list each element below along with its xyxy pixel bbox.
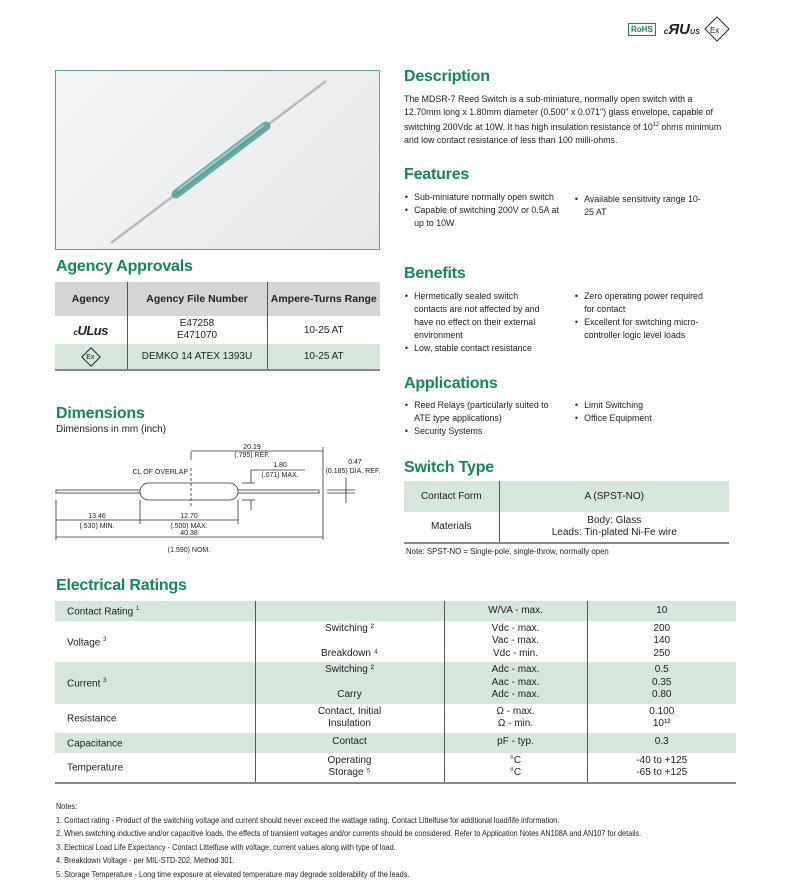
features-heading: Features [404,166,470,183]
unit-cell: Adc - max. Aac - max. Adc - max. [444,662,587,704]
table-row [55,601,736,621]
table-row [55,753,736,783]
svg-text:(.795) REF.: (.795) REF. [234,452,270,459]
table-row: Materials Body: Glass Leads: Tin-plated Ni-Fe wire [404,512,729,543]
value-cell: 10 [587,601,736,621]
svg-text:(1.590) NOM.: (1.590) NOM. [167,547,211,554]
svg-text:(.500) MAX.: (.500) MAX. [170,523,208,530]
rohs-logo: RoHS [628,23,656,36]
unit-cell: W/VA - max. [444,601,587,621]
product-photo [55,70,380,250]
cond-cell: Switching ² Breakdown ⁴ [255,621,444,663]
value-cell: 0.3 [587,733,736,753]
svg-text:(0.185) DIA. REF.: (0.185) DIA. REF. [325,468,381,475]
svg-text:(.530) MIN.: (.530) MIN. [79,523,115,530]
table-row [55,733,736,753]
table-row [55,662,736,704]
certification-logos [628,20,726,38]
benefit-item: • Excellent for switching micro-controller logic level loads [574,316,712,342]
table-row: Contact Form A (SPST-NO) [404,481,729,512]
note-item: 1. Contact rating - Product of the switching voltage and current should never exceed the wattage rating. Contact Littelfuse for additional load/life information. [56,814,560,825]
ex-logo: Ex [81,347,101,367]
svg-text:40.38: 40.38 [180,530,198,537]
param-cell: Current $^3$ [55,662,255,704]
dimensions-drawing [55,440,385,555]
table-row: Ex DEMKO 14 ATEX 1393U 10-25 AT [55,344,380,370]
unit-cell: pF - typ. [444,733,587,753]
dim-overlap: CL OF OVERLAP [132,469,188,476]
param-cell: Voltage $^3$ [67,636,107,648]
table-header: Agency Agency File Number Ampere-Turns Range [55,282,380,316]
electrical-ratings-table [55,601,736,784]
feature-item: • Capable of switching 200V or 0.5A at up to 10W [404,204,560,230]
svg-text:12.70: 12.70 [180,513,198,520]
cond-cell: Operating Storage ⁵ [255,753,444,783]
benefits-list-1 [404,290,551,355]
param-cell: Temperature [67,762,124,774]
notes-title: Notes: [56,801,78,811]
unit-cell: °C °C [444,753,587,783]
value-cell: 200 140 250 [587,621,736,663]
table-row [55,621,736,663]
unit-cell: Ω - max. Ω - min. [444,704,587,733]
svg-text:0.47: 0.47 [348,459,362,466]
cond-cell: Switching ² Carry [255,662,444,704]
feature-item: • Available sensitivity range 10-25 AT [574,193,703,219]
benefit-item: • Low, stable contact resistance [404,342,551,355]
benefits-list-2 [574,290,712,342]
benefit-item: • Zero operating power required for contact [574,290,712,316]
features-list-2 [574,193,703,219]
cond-cell [255,601,444,621]
description-text: The MDSR-7 Reed Switch is a sub-miniature, normally open switch with a 12.70mm long x 1.80mm diameter (0.500" x 0.071") glass envelope, capable of switching 200Vdc at 10W. It has high insulation resistance of $10^{12}$ ohms minimum and low contact resistance of less than 100 milli-ohms. [404,94,722,147]
features-list-1 [404,191,560,230]
cond-cell: Contact, Initial Insulation [255,704,444,733]
svg-text:1.80: 1.80 [273,462,287,469]
dimensions-heading: Dimensions [56,405,145,422]
benefits-heading: Benefits [404,265,466,282]
agency-table [55,282,380,371]
benefit-item: • Hermetically sealed switch contacts are not affected by and have no effect on their external environment [404,290,551,342]
applications-list-2 [574,399,712,425]
unit-cell: Vdc - max. Vac - max. Vdc - min. [444,621,587,663]
note-item: 5. Storage Temperature - Long time exposure at elevated temperature may degrade solderability of the leads. [56,868,410,879]
value-cell: 0.5 0.35 0.80 [587,662,736,704]
note-item: 3. Electrical Load Life Expectancy - Contact Littelfuse with voltage, current values along with type of load. [56,841,396,852]
ul-logo: cULus [73,322,108,338]
description-heading: Description [404,68,490,85]
application-item: • Limit Switching [574,399,712,412]
param-cell: Resistance [67,713,117,725]
dim-ref-length: 20.19 [243,444,261,451]
switch-type-note: Note: SPST-NO = Single-pole, single-throw, normally open [406,546,609,556]
applications-heading: Applications [404,375,498,392]
svg-text:13.46: 13.46 [88,513,106,520]
note-item: 4. Breakdown Voltage - per MIL-STD-202, Method 301. [56,855,235,866]
note-item: 2. When switching inductive and/or capacitive loads, the effects of transient voltages and/or currents should be considered. Refer to Application Notes AN108A and AN107 for details. [56,828,642,839]
agency-heading: Agency Approvals [56,258,193,275]
value-cell: 0.100 10¹² [587,704,736,733]
ul-logo: cЯUUS [663,20,700,38]
table-row [55,704,736,733]
application-item: • Office Equipment [574,412,712,425]
dimensions-subtitle: Dimensions in mm (inch) [56,424,167,435]
application-item: • Reed Relays (particularly suited to ATE type applications) [404,399,551,425]
switch-type-heading: Switch Type [404,459,494,476]
ex-logo: Ex [704,16,729,41]
feature-item: • Sub-miniature normally open switch [404,191,560,204]
value-cell: -40 to +125 -65 to +125 [587,753,736,783]
notes [56,800,641,882]
param-cell: Capacitance [55,733,255,753]
param-cell: Contact Rating $^1$ [55,601,255,621]
cond-cell: Contact [255,733,444,753]
electrical-heading: Electrical Ratings [56,577,187,594]
svg-text:(.071) MAX.: (.071) MAX. [261,472,299,479]
table-row: cULus E47258 E471070 10-25 AT [55,316,380,344]
application-item: • Security Systems [404,425,551,438]
applications-list-1 [404,399,551,438]
reed-switch-image [56,71,381,251]
switch-type-table [404,481,729,544]
